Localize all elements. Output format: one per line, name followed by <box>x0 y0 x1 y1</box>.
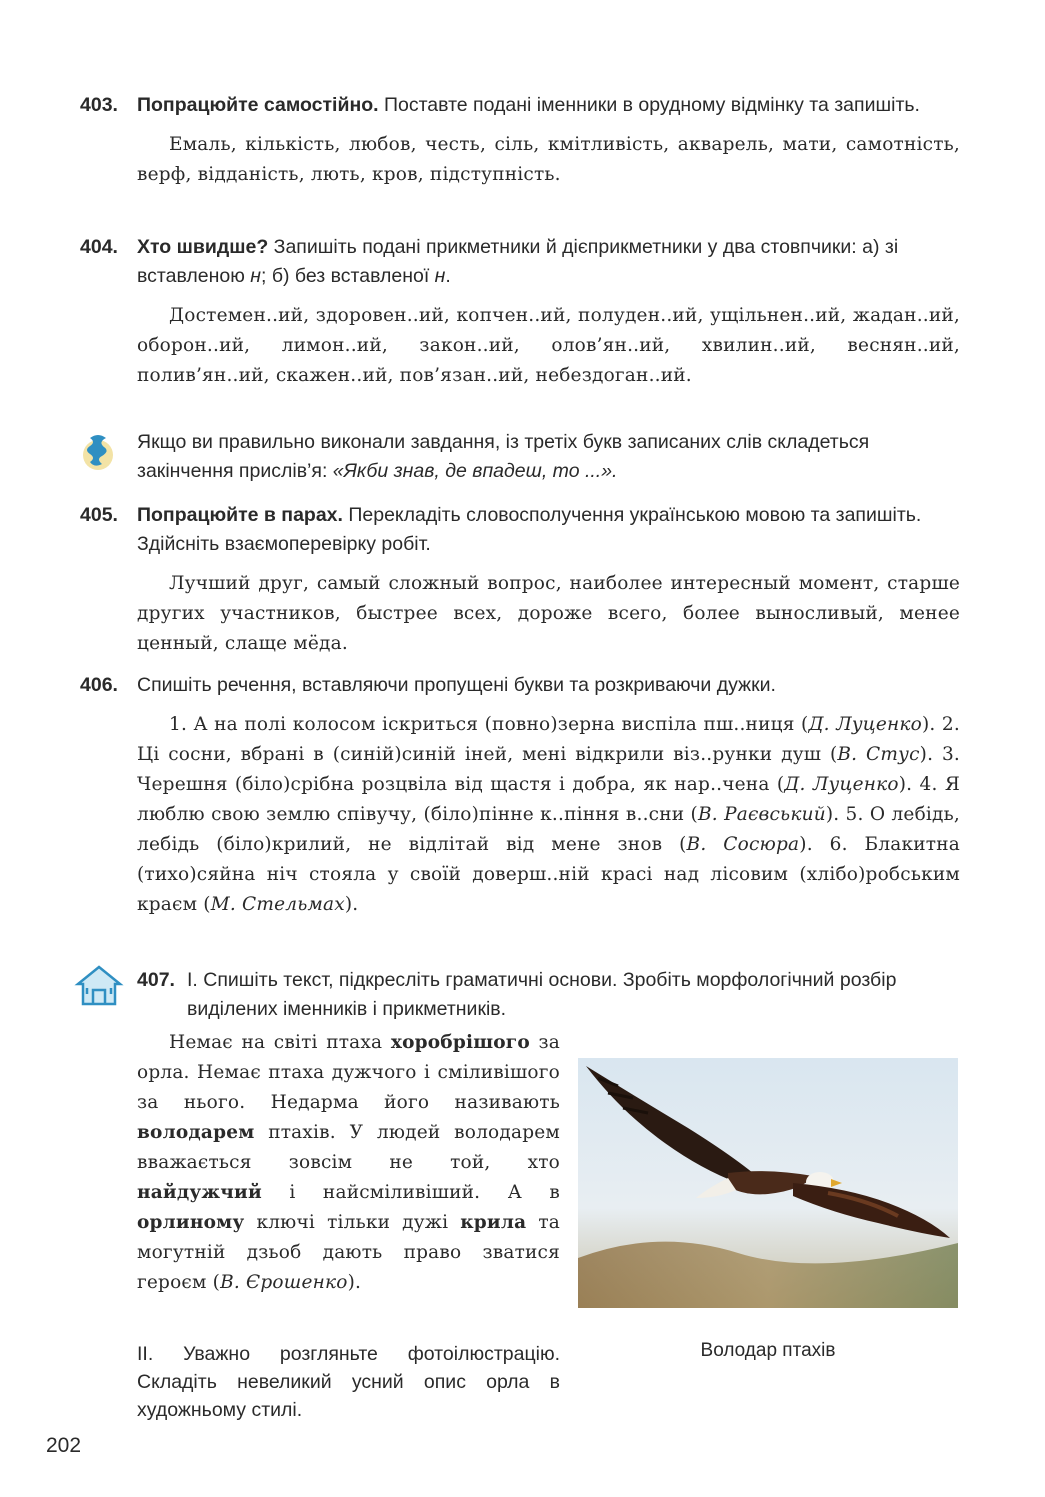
sentence: ). 6. Блакитна (тихо)сяйна ніч стояла у своїй доверш..ній красі над лісовим (хлібо)робським краєм ( <box>137 834 960 915</box>
sentence: 1. А на полі колосом іскриться (повно)зерна виспіла пш..ниця ( <box>169 714 809 735</box>
exercise-406 <box>80 671 960 920</box>
exercise-task-cont: ; б) без вставленої <box>260 265 435 287</box>
author: В. Стус <box>837 744 920 765</box>
author: Д. Луценко <box>808 714 922 735</box>
exercise-407 <box>137 966 959 1024</box>
home-task-icon <box>74 964 124 1013</box>
author: Д. Луценко <box>784 774 899 795</box>
hint-quote: «Якби знав, де впадеш, то ...». <box>332 460 618 482</box>
exercise-number: 407. <box>137 969 175 991</box>
exercise-403 <box>80 91 960 190</box>
author: В. Єрошенко <box>220 1272 348 1293</box>
exercise-words: Емаль, кількість, любов, честь, сіль, кмітливість, акварель, мати, самотність, верф, відданість, лють, кров, підступність. <box>137 134 960 185</box>
exercise-number: 403. <box>80 94 118 116</box>
exercise-405 <box>80 501 960 659</box>
exercise-number: 406. <box>80 674 118 696</box>
puzzle-hint-icon <box>78 428 118 481</box>
highlighted-word: хоробрішого <box>390 1032 530 1053</box>
sentence: ). <box>344 894 359 915</box>
exercise-task: Спишіть речення, вставляючи пропущені букви та розкриваючи дужки. <box>137 674 776 696</box>
sentence: ). 5. О лебідь, лебідь (біло)крилий, не відлітай від мене знов ( <box>137 804 960 855</box>
letter-n: н <box>250 265 261 287</box>
page-number: 202 <box>46 1434 82 1457</box>
sentence: ). 4. Я люблю свою землю співучу, (біло)пінне к..піння в..сни ( <box>137 774 960 825</box>
eagle-photo <box>578 1058 958 1308</box>
hint-note <box>137 428 959 486</box>
sentence: ). 2. Ці сосни, вбрані в (синій)синій іней, мені відкрили віз..рунки душ ( <box>137 714 960 765</box>
hint-text: Якщо ви правильно виконали завдання, із третіх букв записаних слів складеться закінчення прислів’я: <box>137 431 870 482</box>
author: М. Стельмах <box>210 894 345 915</box>
sentence: ). 3. Черешня (біло)срібна розцвіла від щастя і добра, як нар..чена ( <box>137 744 960 795</box>
highlighted-word: крила <box>460 1212 527 1233</box>
text-part: ). <box>347 1272 362 1293</box>
text-part: птахів. У людей володарем вважається зовсім не той, хто <box>137 1122 560 1173</box>
exercise-number: 405. <box>80 504 118 526</box>
exercise-task: І. Спишіть текст, підкресліть граматичні основи. Зробіть морфологічний розбір виділених іменників і прикметників. <box>187 969 897 1020</box>
text-part: Немає на світі птаха <box>169 1032 391 1053</box>
exercise-words: Достемен..ий, здоровен..ий, копчен..ий, полуден..ий, ущільнен..ий, жадан..ий, оборон..ий, лимон..ий, закон..ий, олов’ян..ий, хвилин..ий, веснян..ий, полив’ян..ий, скажен..ий, пов’язан..ий, небездоган..ий. <box>137 305 960 386</box>
text-part: ключі тільки дужі <box>244 1212 461 1233</box>
text-part: і найсміливіший. А в <box>261 1182 560 1203</box>
exercise-number: 404. <box>80 236 118 258</box>
exercise-lead: Попрацюйте в парах. <box>137 504 343 526</box>
highlighted-word: найдужчий <box>137 1182 262 1203</box>
highlighted-word: володарем <box>137 1122 255 1143</box>
exercise-words: Лучший друг, самый сложный вопрос, наиболее интересный момент, старше других участников, быстрее всех, дороже всего, более выносливый, менее ценный, слаще мёда. <box>137 573 960 654</box>
exercise-task: Запишіть подані прикметники й дієприкметники у два стовпчики: а) зі вставленою <box>137 236 899 287</box>
exercise-407-text <box>137 1028 560 1298</box>
exercise-task: Поставте подані іменники в орудному відмінку та запишіть. <box>383 94 920 116</box>
exercise-task: Перекладіть словосполучення українською мовою та запишіть. Здійсніть взаємоперевірку робіт. <box>137 504 922 555</box>
text-part: за орла. Немає птаха дужчого і сміливішого за нього. Недарма його називають <box>137 1032 560 1113</box>
highlighted-word: орлиному <box>137 1212 245 1233</box>
exercise-lead: Хто швидше? <box>137 236 269 258</box>
author: В. Раєвський <box>697 804 826 825</box>
text-part: та могутній дзьоб дають право зватися героєм ( <box>137 1212 560 1293</box>
exercise-lead: Попрацюйте самостійно. <box>137 94 379 116</box>
letter-n: н <box>434 265 446 287</box>
exercise-task-end: . <box>445 265 451 287</box>
exercise-404 <box>80 233 960 391</box>
exercise-407-part2: ІІ. Уважно розгляньте фотоілюстрацію. Складіть невеликий усний опис орла в художньому стилі. <box>137 1343 560 1421</box>
exercise-sentences <box>137 710 960 920</box>
photo-caption: Володар птахів <box>700 1340 836 1361</box>
author: В. Сосюра <box>686 834 800 855</box>
